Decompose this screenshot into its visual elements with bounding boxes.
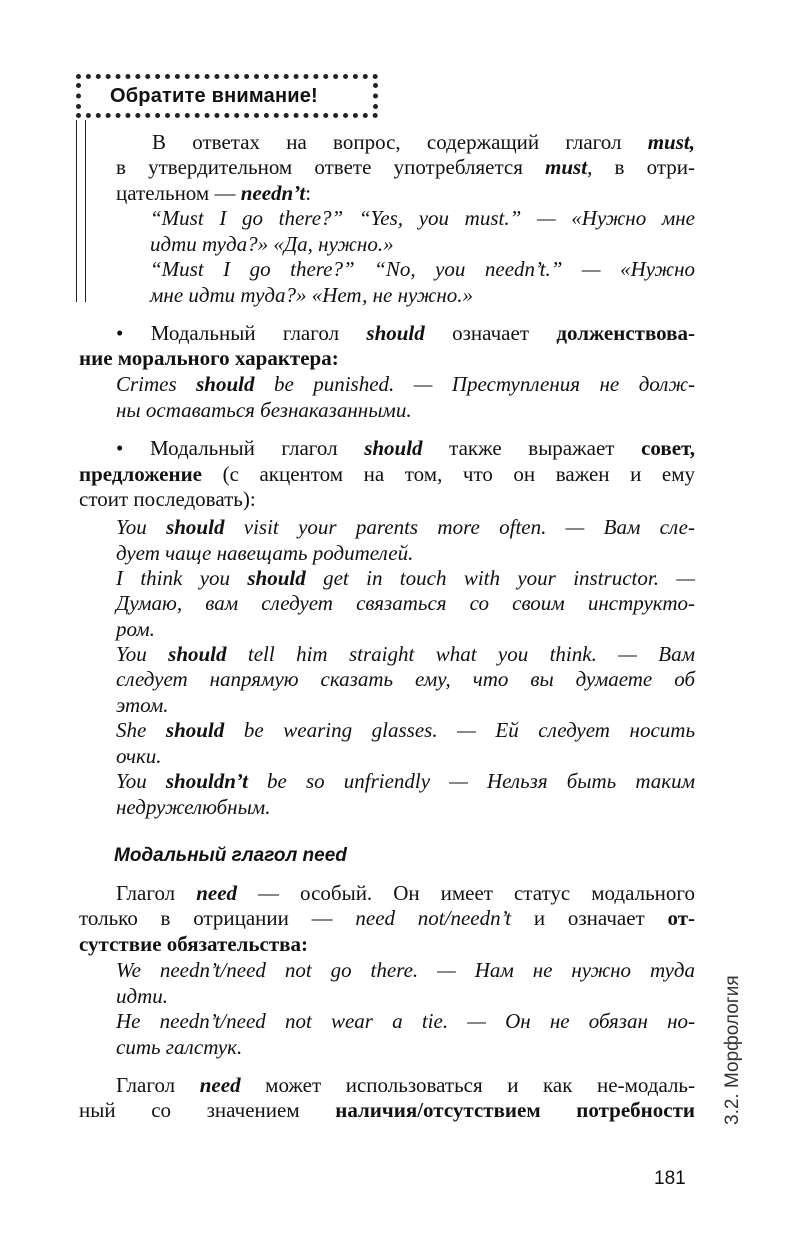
advice-example-4b: очки. — [116, 744, 162, 768]
advice-example-2a: I think you should get in touch with your instructor. — — [116, 566, 695, 590]
should-advice-line-1: • Модальный глагол should также выражает совет, — [116, 436, 696, 460]
note-line-3: цательном — needn’t: — [116, 181, 312, 205]
need-line-1: Глагол need — особый. Он имеет статус модального — [116, 881, 696, 905]
note-example-3: “Must I go there?” “No, you needn’t.” — «Нужно — [150, 257, 695, 281]
note-side-bars — [76, 120, 86, 302]
note-example-1: “Must I go there?” “Yes, you must.” — «Нужно мне — [150, 206, 695, 230]
need-example-1: We needn’t/need not go there. — Нам не нужно туда — [116, 958, 695, 982]
advice-example-3a: You should tell him straight what you think. — Вам — [116, 642, 695, 666]
note-example-4: мне идти туда?» «Нет, не нужно.» — [150, 283, 474, 307]
advice-example-4a: She should be wearing glasses. — Ей следует носить — [116, 718, 696, 742]
need-line-4: Глагол need может использоваться и как не-модаль- — [116, 1073, 696, 1097]
should-advice-line-2: предложение (с акцентом на том, что он важен и ему — [79, 462, 695, 486]
should-duty-example-2: ны оставаться безнаказанными. — [116, 398, 412, 422]
should-duty-line-1: • Модальный глагол should означает долженствова- — [116, 321, 695, 345]
need-line-3: сутствие обязательства: — [79, 932, 308, 956]
should-duty-example-1: Crimes should be punished. — Преступления не долж- — [116, 372, 695, 396]
advice-example-2b: Думаю, вам следует связаться со своим инструкто- — [116, 591, 695, 615]
need-line-2: только в отрицании — need not/needn’t и означает от- — [79, 906, 696, 930]
advice-example-2c: ром. — [116, 617, 155, 641]
advice-example-5a: You shouldn’t be so unfriendly — Нельзя быть таким — [116, 769, 695, 793]
note-line-1: В ответах на вопрос, содержащий глагол must, — [152, 130, 695, 154]
advice-example-1a: You should visit your parents more often. — Вам сле- — [116, 515, 695, 539]
should-duty-line-2: ние морального характера: — [79, 346, 339, 370]
need-example-4: сить галстук. — [116, 1035, 243, 1059]
need-example-2: идти. — [116, 984, 169, 1008]
should-advice-line-3: стоит последовать): — [79, 487, 256, 511]
note-line-2: в утвердительном ответе употребляется must, в отри- — [116, 155, 696, 179]
note-title: Обратите внимание! — [110, 85, 318, 107]
advice-example-5b: недружелюбным. — [116, 795, 271, 819]
advice-example-1b: дует чаще навещать родителей. — [116, 541, 414, 565]
note-example-2: идти туда?» «Да, нужно.» — [150, 232, 394, 256]
advice-example-3c: этом. — [116, 693, 169, 717]
need-example-3: He needn’t/need not wear a tie. — Он не обязан но- — [116, 1009, 695, 1033]
page-number: 181 — [654, 1168, 686, 1189]
need-line-5: ный со значением наличия/отсутствием потребности — [79, 1098, 695, 1122]
section-title-need: Модальный глагол need — [114, 845, 347, 866]
side-caption: 3.2. Морфология — [722, 975, 743, 1125]
advice-example-3b: следует напрямую сказать ему, что вы думаете об — [116, 667, 695, 691]
